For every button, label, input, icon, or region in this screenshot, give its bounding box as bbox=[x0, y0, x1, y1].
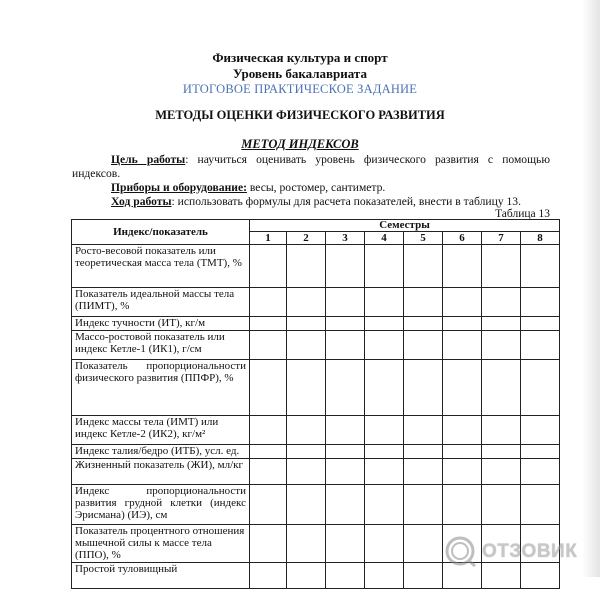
semester-value-cell[interactable] bbox=[287, 485, 326, 525]
semester-value-cell[interactable] bbox=[326, 525, 365, 563]
semester-value-cell[interactable] bbox=[365, 288, 404, 317]
semester-value-cell[interactable] bbox=[287, 288, 326, 317]
semester-value-cell[interactable] bbox=[482, 245, 521, 288]
semester-value-cell[interactable] bbox=[443, 317, 482, 331]
index-name-cell: Индекс талия/бедро (ИТБ), усл. ед. bbox=[72, 445, 250, 459]
table-row bbox=[72, 416, 560, 445]
goal-label: Цель работы bbox=[111, 153, 186, 166]
semester-value-cell[interactable] bbox=[326, 416, 365, 445]
semester-value-cell[interactable] bbox=[404, 445, 443, 459]
table-row bbox=[72, 331, 560, 360]
semester-value-cell[interactable] bbox=[326, 331, 365, 360]
semester-value-cell[interactable] bbox=[250, 331, 287, 360]
semester-value-cell[interactable] bbox=[250, 360, 287, 416]
semester-value-cell[interactable] bbox=[404, 317, 443, 331]
watermark-text: ОТЗОВИК bbox=[482, 541, 578, 562]
index-name-cell: Росто-весовой показатель или теоретическая масса тела (ТМТ), % bbox=[72, 245, 250, 288]
semester-value-cell[interactable] bbox=[250, 563, 287, 589]
equipment-paragraph bbox=[72, 181, 550, 195]
table-row bbox=[72, 245, 560, 288]
method-title: МЕТОД ИНДЕКСОВ bbox=[241, 137, 359, 151]
index-name-cell: Показатель пропорциональности физического развития (ППФР), % bbox=[72, 360, 250, 416]
semester-value-cell[interactable] bbox=[443, 459, 482, 485]
semester-value-cell[interactable] bbox=[404, 485, 443, 525]
semester-value-cell[interactable] bbox=[482, 331, 521, 360]
equipment-text: весы, ростомер, сантиметр. bbox=[246, 181, 386, 194]
semester-value-cell[interactable] bbox=[250, 459, 287, 485]
semester-value-cell[interactable] bbox=[250, 525, 287, 563]
semester-value-cell[interactable] bbox=[250, 445, 287, 459]
index-name-cell: Массо-ростовой показатель или индекс Кетле-1 (ИК1), г/см bbox=[72, 331, 250, 360]
equipment-label: Приборы и оборудование: bbox=[111, 181, 247, 194]
semester-header: 4 bbox=[365, 232, 404, 245]
semester-value-cell[interactable] bbox=[443, 445, 482, 459]
semester-value-cell[interactable] bbox=[404, 525, 443, 563]
table-caption: Таблица 13 bbox=[495, 208, 550, 220]
semester-value-cell[interactable] bbox=[482, 459, 521, 485]
semester-value-cell[interactable] bbox=[521, 485, 560, 525]
index-name-cell: Индекс пропорциональности развития грудной клетки (индекс Эрисмана) (ИЭ), см bbox=[72, 485, 250, 525]
semester-header: 2 bbox=[287, 232, 326, 245]
semester-value-cell[interactable] bbox=[326, 459, 365, 485]
semester-value-cell[interactable] bbox=[365, 563, 404, 589]
semester-value-cell[interactable] bbox=[365, 416, 404, 445]
semester-value-cell[interactable] bbox=[365, 331, 404, 360]
table-row bbox=[72, 360, 560, 416]
semester-value-cell[interactable] bbox=[404, 416, 443, 445]
semester-value-cell[interactable] bbox=[326, 288, 365, 317]
index-name-cell: Индекс тучности (ИТ), кг/м bbox=[72, 317, 250, 331]
semester-value-cell[interactable] bbox=[482, 445, 521, 459]
procedure-text: : использовать формулы для расчета показателей, внести в таблицу 13. bbox=[171, 195, 522, 208]
goal-paragraph bbox=[72, 153, 550, 180]
semester-value-cell[interactable] bbox=[365, 317, 404, 331]
subject-title: Физическая культура и спорт bbox=[212, 50, 388, 65]
semester-value-cell[interactable] bbox=[250, 245, 287, 288]
semester-value-cell[interactable] bbox=[482, 360, 521, 416]
semester-value-cell[interactable] bbox=[287, 360, 326, 416]
indices-table bbox=[71, 219, 560, 589]
semester-header: 5 bbox=[404, 232, 443, 245]
section-title: МЕТОДЫ ОЦЕНКИ ФИЗИЧЕСКОГО РАЗВИТИЯ bbox=[155, 108, 445, 122]
semester-value-cell[interactable] bbox=[521, 288, 560, 317]
semester-value-cell[interactable] bbox=[287, 525, 326, 563]
semester-value-cell[interactable] bbox=[404, 331, 443, 360]
semester-value-cell[interactable] bbox=[287, 563, 326, 589]
semester-value-cell[interactable] bbox=[287, 416, 326, 445]
semester-value-cell[interactable] bbox=[365, 459, 404, 485]
index-name-cell: Индекс массы тела (ИМТ) или индекс Кетле-2 (ИК2), кг/м² bbox=[72, 416, 250, 445]
table-row bbox=[72, 317, 560, 331]
semester-value-cell[interactable] bbox=[443, 288, 482, 317]
semester-value-cell[interactable] bbox=[287, 317, 326, 331]
page-edge-shadow bbox=[582, 0, 600, 577]
semester-value-cell[interactable] bbox=[443, 485, 482, 525]
semester-value-cell[interactable] bbox=[521, 331, 560, 360]
watermark bbox=[444, 535, 594, 567]
semester-value-cell[interactable] bbox=[326, 245, 365, 288]
semester-value-cell[interactable] bbox=[482, 416, 521, 445]
semester-value-cell[interactable] bbox=[443, 416, 482, 445]
semester-value-cell[interactable] bbox=[404, 360, 443, 416]
table-row bbox=[72, 288, 560, 317]
procedure-label: Ход работы bbox=[111, 195, 172, 208]
semester-header: 6 bbox=[443, 232, 482, 245]
table-row bbox=[72, 459, 560, 485]
index-name-cell: Показатель процентного отношения мышечной силы к массе тела (ППО), % bbox=[72, 525, 250, 563]
semester-value-cell[interactable] bbox=[404, 245, 443, 288]
semester-value-cell[interactable] bbox=[326, 485, 365, 525]
semester-value-cell[interactable] bbox=[250, 288, 287, 317]
semester-value-cell[interactable] bbox=[365, 445, 404, 459]
semester-value-cell[interactable] bbox=[521, 459, 560, 485]
semester-value-cell[interactable] bbox=[365, 245, 404, 288]
semester-value-cell[interactable] bbox=[404, 459, 443, 485]
semester-header: 8 bbox=[521, 232, 560, 245]
semester-value-cell[interactable] bbox=[365, 360, 404, 416]
otzovik-logo-icon bbox=[444, 535, 478, 567]
semester-value-cell[interactable] bbox=[521, 245, 560, 288]
semester-value-cell[interactable] bbox=[443, 245, 482, 288]
semester-value-cell[interactable] bbox=[326, 360, 365, 416]
semester-value-cell[interactable] bbox=[521, 360, 560, 416]
goal-text: : научиться оценивать уровень физического развития с помощью индексов. bbox=[72, 153, 550, 180]
semester-value-cell[interactable] bbox=[326, 317, 365, 331]
semester-value-cell[interactable] bbox=[482, 485, 521, 525]
semester-header: 3 bbox=[326, 232, 365, 245]
semester-value-cell[interactable] bbox=[482, 288, 521, 317]
semester-value-cell[interactable] bbox=[287, 459, 326, 485]
semesters-header: Семестры bbox=[250, 220, 560, 232]
procedure-paragraph bbox=[72, 195, 550, 209]
assignment-title: ИТОГОВОЕ ПРАКТИЧЕСКОЕ ЗАДАНИЕ bbox=[182, 82, 418, 96]
level-title: Уровень бакалавриата bbox=[233, 66, 367, 81]
semester-header: 7 bbox=[482, 232, 521, 245]
semester-value-cell[interactable] bbox=[404, 563, 443, 589]
index-name-cell: Показатель идеальной массы тела (ПИМТ), % bbox=[72, 288, 250, 317]
semester-value-cell[interactable] bbox=[250, 416, 287, 445]
index-name-cell: Простой туловищный bbox=[72, 563, 250, 589]
semester-value-cell[interactable] bbox=[326, 445, 365, 459]
semester-value-cell[interactable] bbox=[250, 485, 287, 525]
index-column-header: Индекс/показатель bbox=[72, 220, 250, 245]
semester-value-cell[interactable] bbox=[521, 317, 560, 331]
semester-header: 1 bbox=[250, 232, 287, 245]
semester-value-cell[interactable] bbox=[287, 331, 326, 360]
semester-value-cell[interactable] bbox=[521, 445, 560, 459]
table-row bbox=[72, 485, 560, 525]
semester-value-cell[interactable] bbox=[404, 288, 443, 317]
index-name-cell: Жизненный показатель (ЖИ), мл/кг bbox=[72, 459, 250, 485]
semester-value-cell[interactable] bbox=[521, 416, 560, 445]
semester-value-cell[interactable] bbox=[365, 485, 404, 525]
semester-value-cell[interactable] bbox=[326, 563, 365, 589]
semester-value-cell[interactable] bbox=[287, 445, 326, 459]
semester-value-cell[interactable] bbox=[443, 360, 482, 416]
semester-value-cell[interactable] bbox=[443, 331, 482, 360]
semester-value-cell[interactable] bbox=[365, 525, 404, 563]
table-row bbox=[72, 445, 560, 459]
semester-value-cell[interactable] bbox=[482, 317, 521, 331]
semester-value-cell[interactable] bbox=[250, 317, 287, 331]
semester-value-cell[interactable] bbox=[287, 245, 326, 288]
